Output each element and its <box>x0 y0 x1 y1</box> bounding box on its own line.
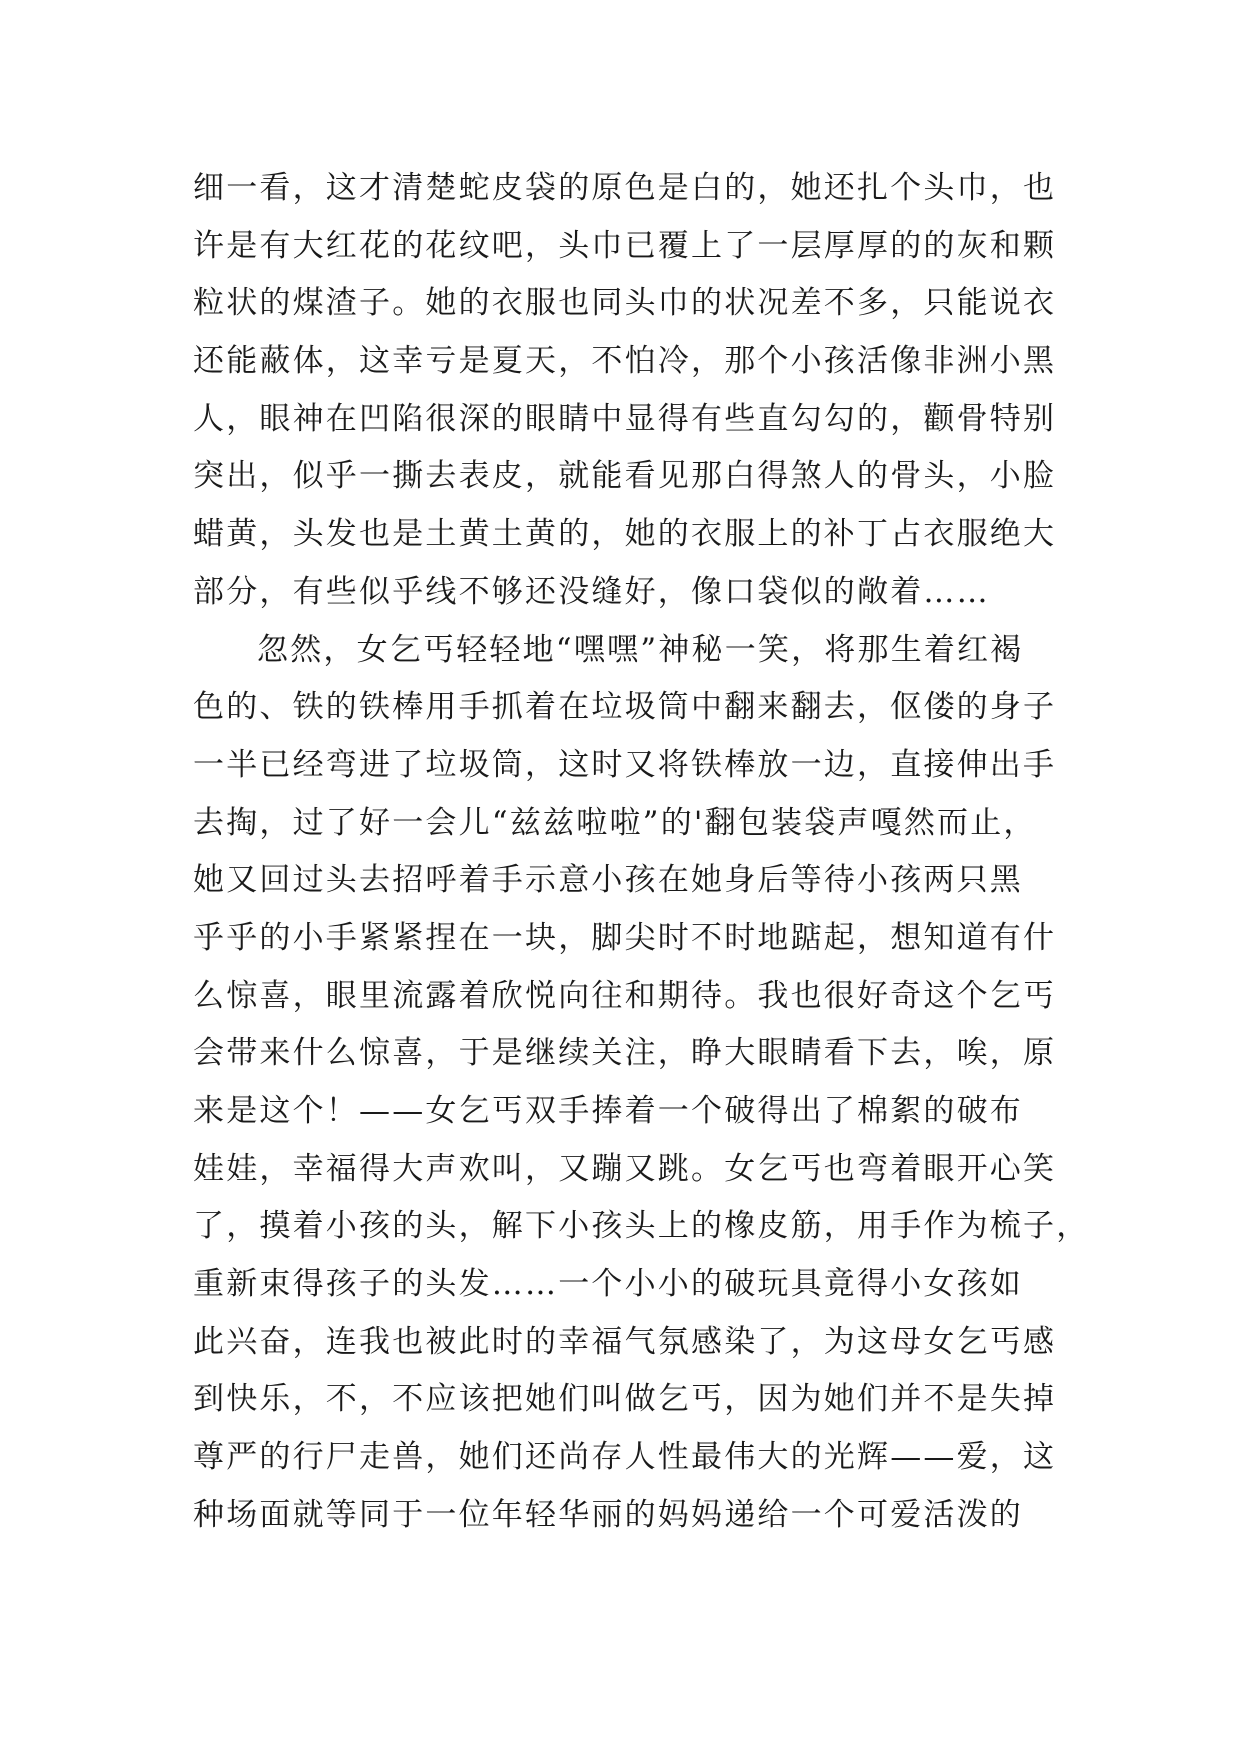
text-line: 此兴奋，连我也被此时的幸福气氛感染了，为这母女乞丐感 <box>193 1323 1057 1360</box>
text-line: 种场面就等同于一位年轻华丽的妈妈递给一个可爱活泼的 <box>193 1496 1023 1533</box>
text-line: 来是这个！——女乞丐双手捧着一个破得出了棉絮的破布 <box>193 1093 1023 1129</box>
text-line: 尊严的行尸走兽，她们还尚存人性最伟大的光辉——爱，这 <box>193 1439 1057 1476</box>
text-line: 到快乐，不，不应该把她们叫做乞丐，因为她们并不是失掉 <box>193 1381 1057 1418</box>
text-line: 去掏，过了好一会儿“兹兹啦啦”的'翻包装袋声嘎然而止， <box>193 804 1037 841</box>
text-line: 色的、铁的铁棒用手抓着在垃圾筒中翻来翻去，伛偻的身子 <box>193 689 1057 726</box>
text-line: 细一看，这才清楚蛇皮袋的原色是白的，她还扎个头巾，也 <box>193 170 1057 206</box>
text-line: 她又回过头去招呼着手示意小孩在她身后等待小孩两只黑 <box>193 862 1023 899</box>
text-line: 许是有大红花的花纹吧，头巾已覆上了一层厚厚的的灰和颗 <box>193 227 1057 264</box>
text-line: 一半已经弯进了垃圾筒，这时又将铁棒放一边，直接伸出手 <box>193 746 1057 783</box>
text-line: 蜡黄，头发也是土黄土黄的，她的衣服上的补丁占衣服绝大 <box>193 516 1057 553</box>
paragraph-start-line: 忽然，女乞丐轻轻地“嘿嘿”神秘一笑，将那生着红褐 <box>257 631 1024 668</box>
text-line: 娃娃，幸福得大声欢叫，又蹦又跳。女乞丐也弯着眼开心笑 <box>193 1150 1057 1187</box>
text-line: 了，摸着小孩的头，解下小孩头上的橡皮筋，用手作为梳子， <box>193 1208 1090 1245</box>
text-line: 人，眼神在凹陷很深的眼睛中显得有些直勾勾的，颧骨特别 <box>193 400 1057 437</box>
text-line: 部分，有些似乎线不够还没缝好，像口袋似的敞着…… <box>193 573 990 610</box>
text-line: 粒状的煤渣子。她的衣服也同头巾的状况差不多，只能说衣 <box>193 285 1057 322</box>
text-line: 么惊喜，眼里流露着欣悦向往和期待。我也很好奇这个乞丐 <box>193 977 1057 1014</box>
text-line: 突出，似乎一撕去表皮，就能看见那白得煞人的骨头，小脸 <box>193 458 1057 495</box>
text-line: 还能蔽体，这幸亏是夏天，不怕冷，那个小孩活像非洲小黑 <box>193 343 1057 380</box>
text-line: 重新束得孩子的头发……一个小小的破玩具竟得小女孩如 <box>193 1266 1023 1303</box>
body-text <box>193 160 1090 1545</box>
text-line: 乎乎的小手紧紧捏在一块，脚尖时不时地踮起，想知道有什 <box>193 919 1057 956</box>
text-line: 会带来什么惊喜，于是继续关注，睁大眼睛看下去，唉，原 <box>193 1035 1057 1072</box>
